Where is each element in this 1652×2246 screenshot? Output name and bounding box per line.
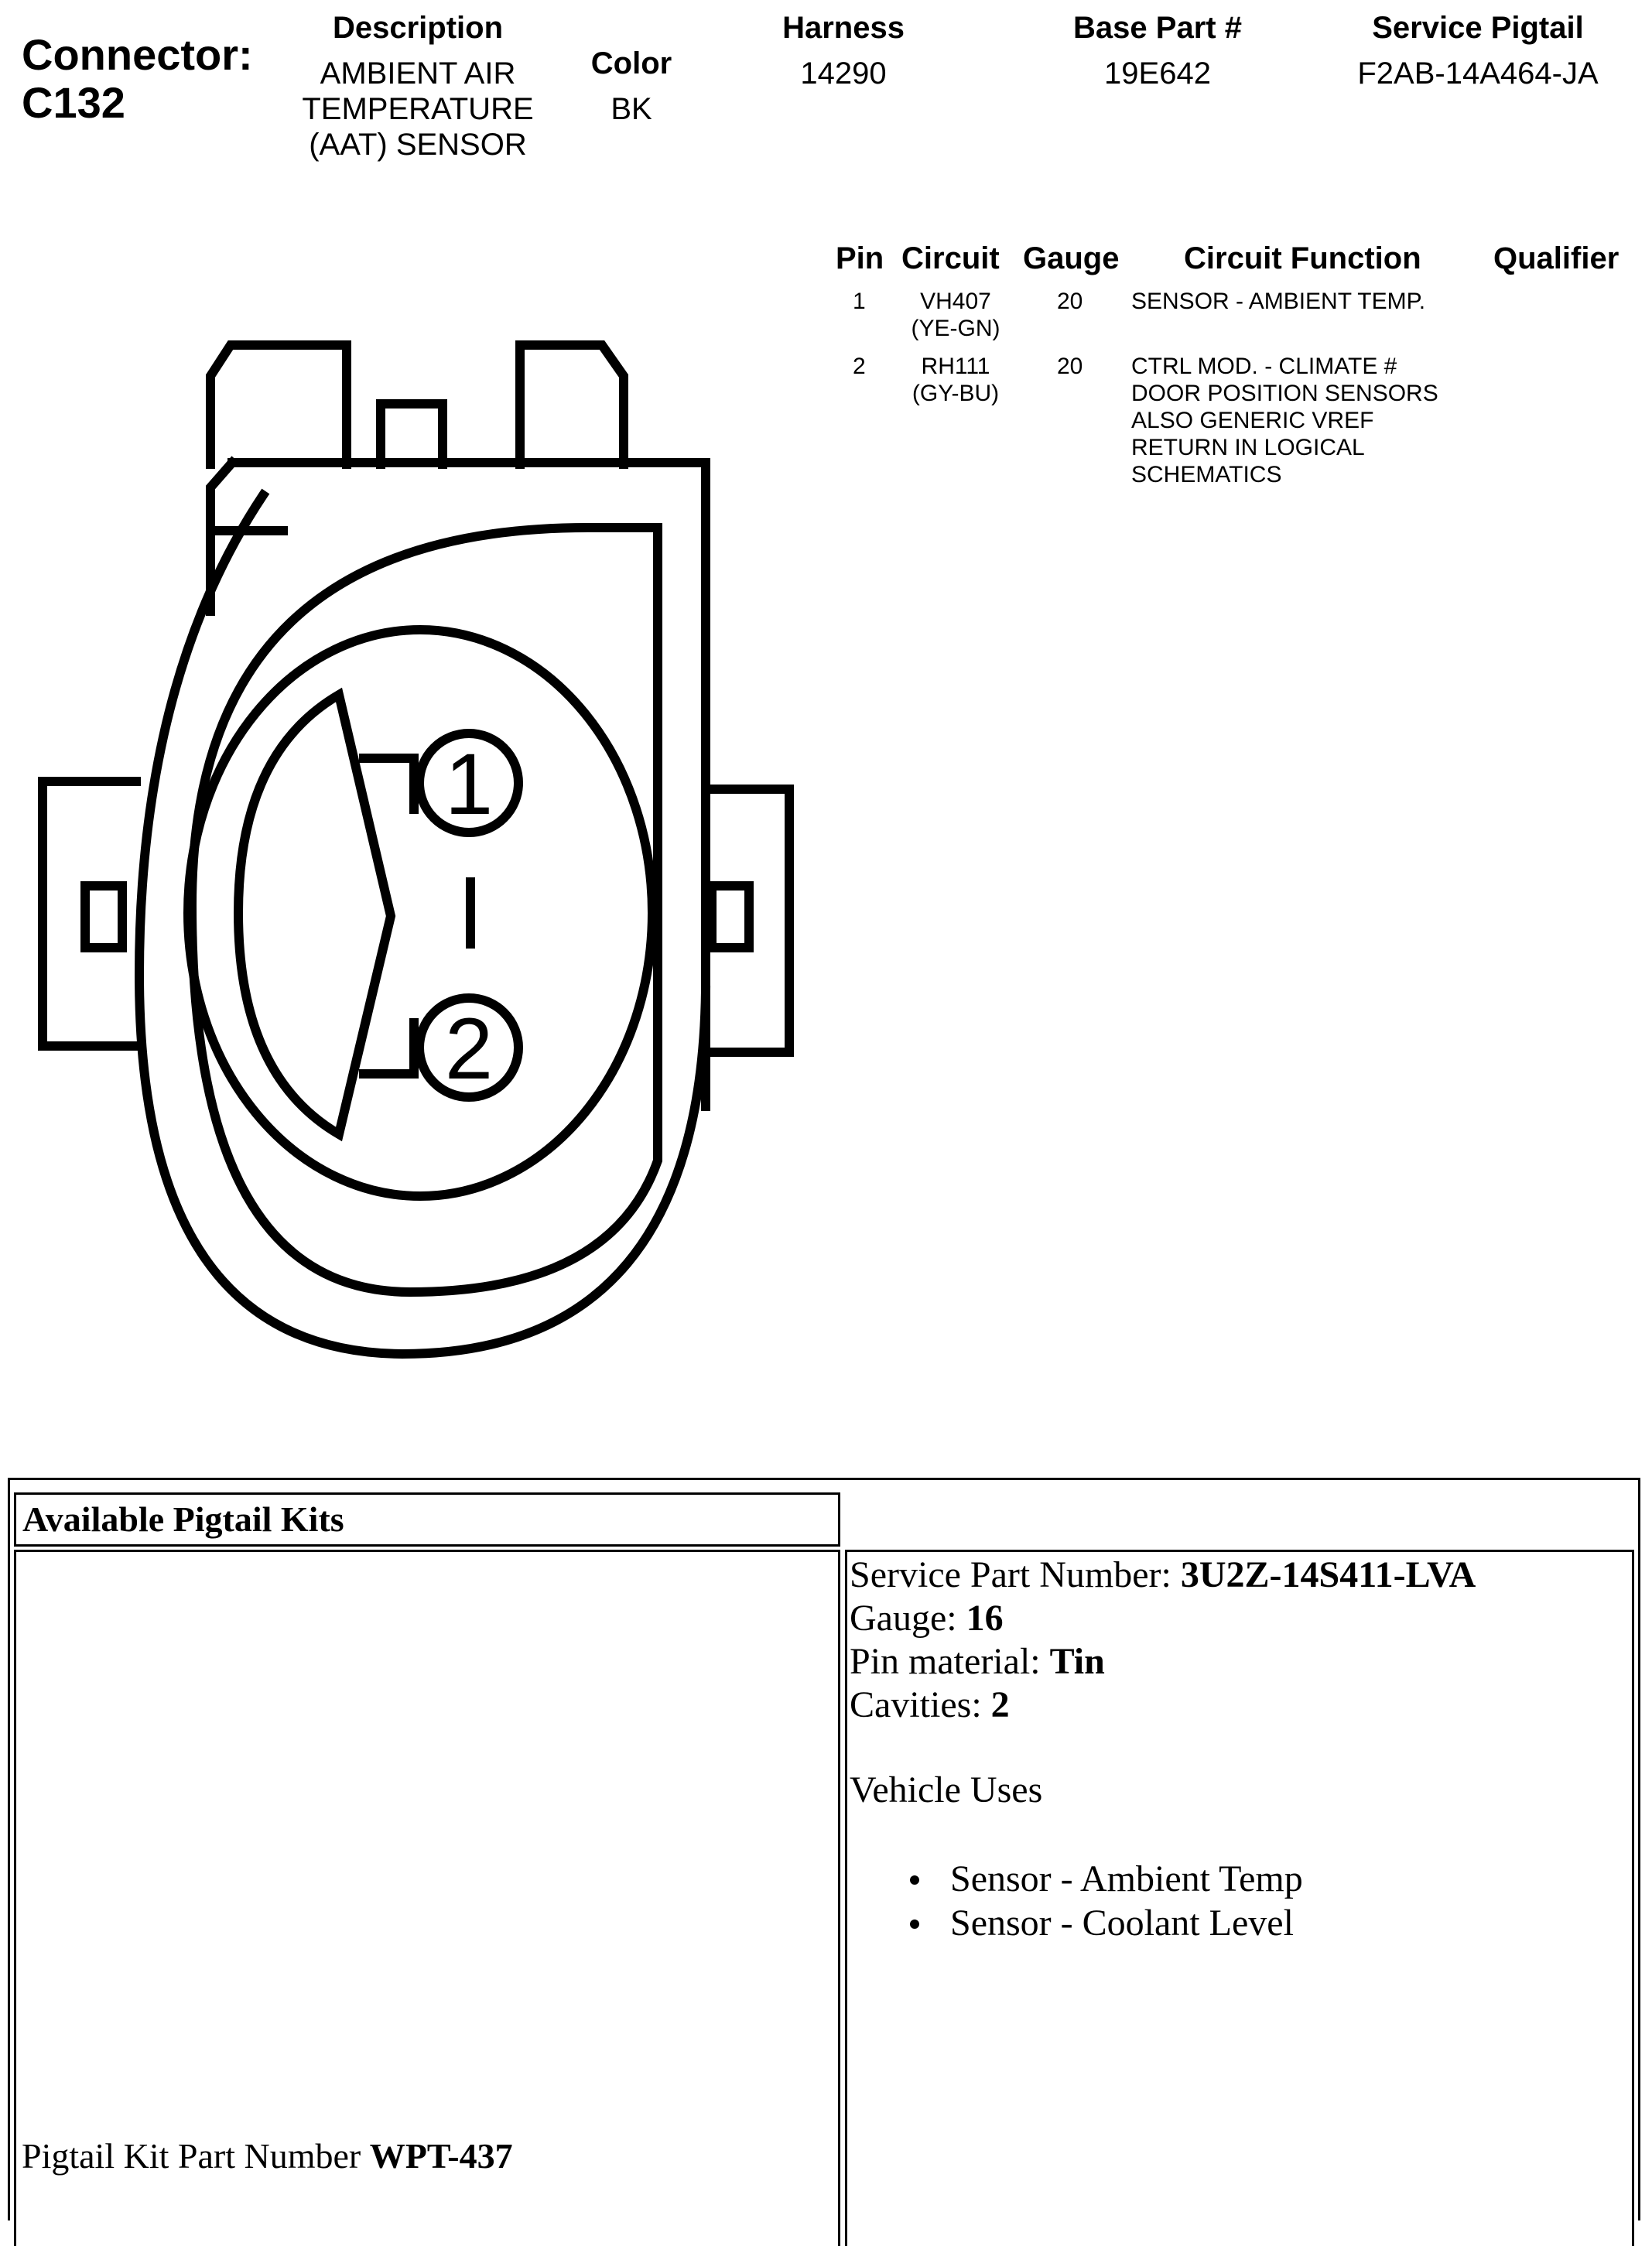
circuit-id [898, 353, 1014, 407]
connector-face-diagram [0, 0, 836, 1408]
circuit-id [898, 288, 1014, 342]
description-header: Description [332, 11, 504, 45]
pin-number: 1 [853, 289, 866, 314]
vehicle-uses-label: Vehicle Uses [850, 1769, 1043, 1810]
pin-1-label: 1 [444, 736, 494, 832]
circuit-number: VH407 [920, 289, 991, 314]
color-value: BK [611, 92, 652, 126]
circuit-column-header: Circuit [901, 241, 1000, 275]
key-lower-rib [364, 1023, 414, 1074]
circuit-function-line: CTRL MOD. - CLIMATE # [1131, 354, 1397, 379]
base-part-header: Base Part # [1073, 11, 1242, 45]
description-line: TEMPERATURE [302, 92, 534, 126]
gauge-value: 20 [1057, 354, 1083, 379]
connector-face-oval [188, 630, 652, 1196]
harness-value: 14290 [800, 56, 887, 91]
cavities [850, 1684, 1476, 1727]
list-item: Sensor - Coolant Level [898, 1901, 1303, 1945]
service-part-number [850, 1554, 1476, 1597]
circuit-color: (GY-BU) [912, 381, 1000, 406]
circuit-function-line: RETURN IN LOGICAL [1131, 435, 1365, 460]
connector-id: C132 [22, 78, 125, 127]
pigtail-kits-title: Available Pigtail Kits [14, 1492, 840, 1547]
center-top-tab [381, 404, 443, 464]
qualifier-column-header: Qualifier [1493, 241, 1620, 275]
kit-part-value: WPT-437 [369, 2136, 513, 2176]
pin-material-value: Tin [1049, 1641, 1105, 1682]
gauge-label: Gauge: [850, 1598, 966, 1639]
pin-material-label: Pin material: [850, 1641, 1050, 1682]
base-part-value: 19E642 [1104, 56, 1211, 91]
description-line: (AAT) SENSOR [309, 128, 527, 162]
cavities-label: Cavities: [850, 1684, 991, 1725]
pin-material [850, 1640, 1476, 1684]
circuit-number: RH111 [921, 354, 990, 379]
cavities-value: 2 [990, 1684, 1010, 1725]
housing-inner-ring [192, 528, 658, 1292]
gauge-column-header: Gauge [1023, 241, 1120, 275]
service-part-value: 3U2Z-14S411-LVA [1180, 1554, 1476, 1595]
harness-header: Harness [782, 11, 905, 45]
pin-2-label: 2 [444, 1000, 494, 1097]
key-upper-rib [364, 758, 414, 809]
list-item: Sensor - Ambient Temp [898, 1857, 1303, 1901]
pin-column-header: Pin [836, 241, 884, 275]
right-top-tab [520, 345, 624, 464]
service-pigtail-header: Service Pigtail [1372, 11, 1584, 45]
left-top-tab [210, 345, 347, 464]
kit-part-label: Pigtail Kit Part Number [22, 2136, 370, 2176]
pigtail-gauge [850, 1597, 1476, 1640]
pigtail-specs [850, 1554, 1476, 1812]
service-pigtail-value: F2AB-14A464-JA [1357, 56, 1599, 91]
circuit-function [1131, 288, 1425, 315]
circuit-function-column-header: Circuit Function [1184, 241, 1421, 275]
circuit-function-line: DOOR POSITION SENSORS [1131, 381, 1438, 406]
connector-label: Connector: [22, 30, 253, 79]
right-side-latch-window [712, 886, 749, 948]
circuit-color: (YE-GN) [911, 316, 1000, 341]
circuit-function-line: SCHEMATICS [1131, 462, 1282, 487]
circuit-function-line: ALSO GENERIC VREF [1131, 408, 1374, 433]
gauge-value: 20 [1057, 289, 1083, 314]
circuit-function-line: SENSOR - AMBIENT TEMP. [1131, 289, 1426, 314]
left-side-latch-window [85, 886, 122, 948]
service-part-label: Service Part Number: [850, 1554, 1181, 1595]
pigtail-kit-part-number [22, 2135, 513, 2176]
color-header: Color [590, 46, 672, 80]
description-line: AMBIENT AIR [320, 56, 516, 91]
pigtail-gauge-value: 16 [966, 1598, 1004, 1639]
vehicle-uses-list [898, 1857, 1303, 1945]
circuit-function [1131, 353, 1438, 488]
pin-number: 2 [853, 354, 866, 379]
